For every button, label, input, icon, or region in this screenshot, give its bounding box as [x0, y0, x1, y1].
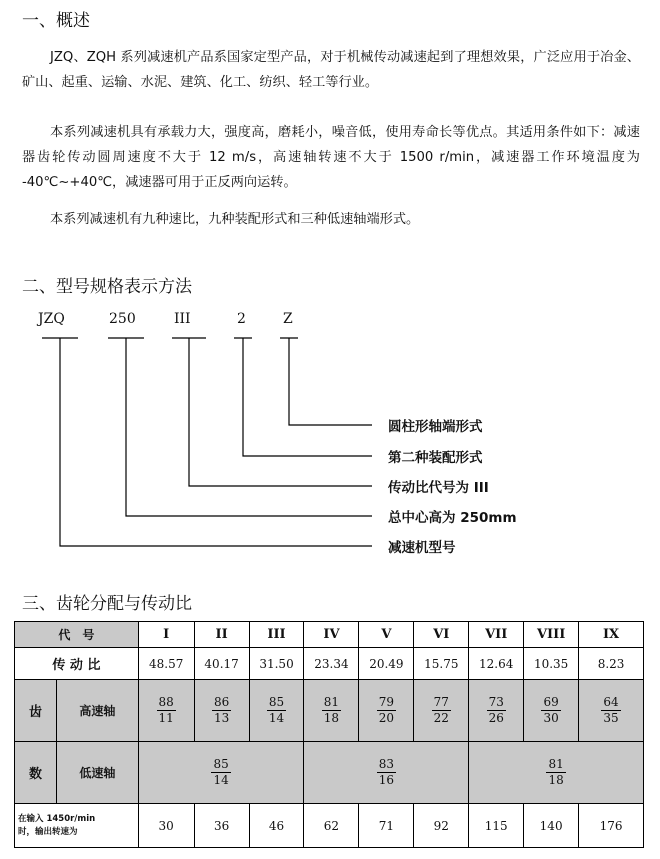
cell-low-teeth: $\frac{83}{16}$: [304, 742, 469, 804]
cell-high-teeth: $\frac{77}{22}$: [414, 680, 469, 742]
cell-code: III: [249, 622, 304, 648]
section-heading-gear-ratio: 三、齿轮分配与传动比: [22, 594, 192, 614]
table-row-codes: [15, 622, 644, 648]
cell-high-teeth: $\frac{88}{11}$: [138, 680, 194, 742]
cell-output: 115: [469, 804, 524, 848]
section-heading-model-spec: 二、型号规格表示方法: [22, 277, 192, 297]
cell-ratio: 10.35: [524, 648, 579, 680]
label-ratio-code: 传动比代号为 III: [388, 480, 489, 496]
cell-high-teeth: $\frac{64}{35}$: [579, 680, 644, 742]
table-row-ratios: [15, 648, 644, 680]
table-row-high-speed: [15, 680, 644, 742]
cell-ratio: 12.64: [469, 648, 524, 680]
cell-output: 30: [138, 804, 194, 848]
cell-output: 92: [414, 804, 469, 848]
table-row-low-speed: [15, 742, 644, 804]
cell-low-teeth: $\frac{81}{18}$: [469, 742, 644, 804]
cell-ratio: 15.75: [414, 648, 469, 680]
table-row-output-speed: [15, 804, 644, 848]
cell-code: V: [359, 622, 414, 648]
cell-code: IX: [579, 622, 644, 648]
label-model: 减速机型号: [388, 540, 456, 556]
leader-jzq: [60, 338, 372, 546]
code-part-model: JZQ: [38, 311, 65, 327]
cell-ratio: 40.17: [194, 648, 249, 680]
cell-high-teeth: $\frac{79}{20}$: [359, 680, 414, 742]
code-part-center-height: 250: [109, 311, 136, 327]
cell-code: IV: [304, 622, 359, 648]
cell-code: I: [138, 622, 194, 648]
cell-output: 62: [304, 804, 359, 848]
cell-ratio: 31.50: [249, 648, 304, 680]
code-part-shaft-end: Z: [283, 311, 293, 327]
cell-ratio-label: 传 动 比: [15, 648, 139, 680]
leader-z: [289, 338, 372, 425]
cell-code-label: 代 号: [15, 622, 139, 648]
cell-teeth-label-1: 齿: [15, 680, 57, 742]
gear-ratio-table: [14, 621, 644, 848]
cell-output: 140: [524, 804, 579, 848]
cell-code: VIII: [524, 622, 579, 648]
cell-ratio: 23.34: [304, 648, 359, 680]
cell-high-teeth: $\frac{81}{18}$: [304, 680, 359, 742]
leader-250: [126, 338, 372, 516]
cell-low-label: 低速轴: [56, 742, 138, 804]
cell-ratio: 48.57: [138, 648, 194, 680]
cell-high-teeth: $\frac{86}{13}$: [194, 680, 249, 742]
overview-paragraph-3: 本系列减速机有九种速比，九种装配形式和三种低速轴端形式。: [50, 212, 420, 227]
label-shaft-end-type: 圆柱形轴端形式: [388, 419, 483, 435]
cell-high-teeth: $\frac{85}{14}$: [249, 680, 304, 742]
output-label-line-1: 在输入 1450r/min: [18, 813, 96, 824]
cell-output: 176: [579, 804, 644, 848]
cell-output-label: [15, 804, 139, 848]
overview-paragraph-1: JZQ、ZQH 系列减速机产品系国家定型产品，对于机械传动减速起到了理想效果，广泛应用于冶金、矿山、起重、运输、水泥、建筑、化工、纺织、轻工等行业。: [22, 50, 640, 90]
cell-code: II: [194, 622, 249, 648]
section-heading-overview: 一、概述: [22, 11, 90, 31]
code-part-assembly: 2: [237, 311, 246, 327]
overview-paragraph-2: 本系列减速机具有承载力大，强度高，磨耗小，噪音低，使用寿命长等优点。其适用条件如下：减速器齿轮传动圆周速度不大于 12 m/s，高速轴转速不大于 1500 r/min，减速器工作环境温度为 -40℃~+40℃，减速器可用于正反两向运转。: [22, 125, 640, 190]
leader-2: [243, 338, 372, 456]
cell-output: 36: [194, 804, 249, 848]
cell-high-teeth: $\frac{69}{30}$: [524, 680, 579, 742]
output-label-line-2: 时，输出转速为: [18, 826, 78, 837]
cell-low-teeth: $\frac{85}{14}$: [138, 742, 304, 804]
cell-output: 46: [249, 804, 304, 848]
label-center-height: 总中心高为 250mm: [388, 510, 517, 526]
cell-teeth-label-2: 数: [15, 742, 57, 804]
cell-high-label: 高速轴: [56, 680, 138, 742]
code-part-ratio: III: [174, 311, 191, 327]
cell-ratio: 8.23: [579, 648, 644, 680]
label-assembly-type: 第二种装配形式: [388, 450, 483, 466]
cell-output: 71: [359, 804, 414, 848]
cell-code: VI: [414, 622, 469, 648]
cell-code: VII: [469, 622, 524, 648]
cell-ratio: 20.49: [359, 648, 414, 680]
cell-high-teeth: $\frac{73}{26}$: [469, 680, 524, 742]
leader-iii: [189, 338, 372, 486]
